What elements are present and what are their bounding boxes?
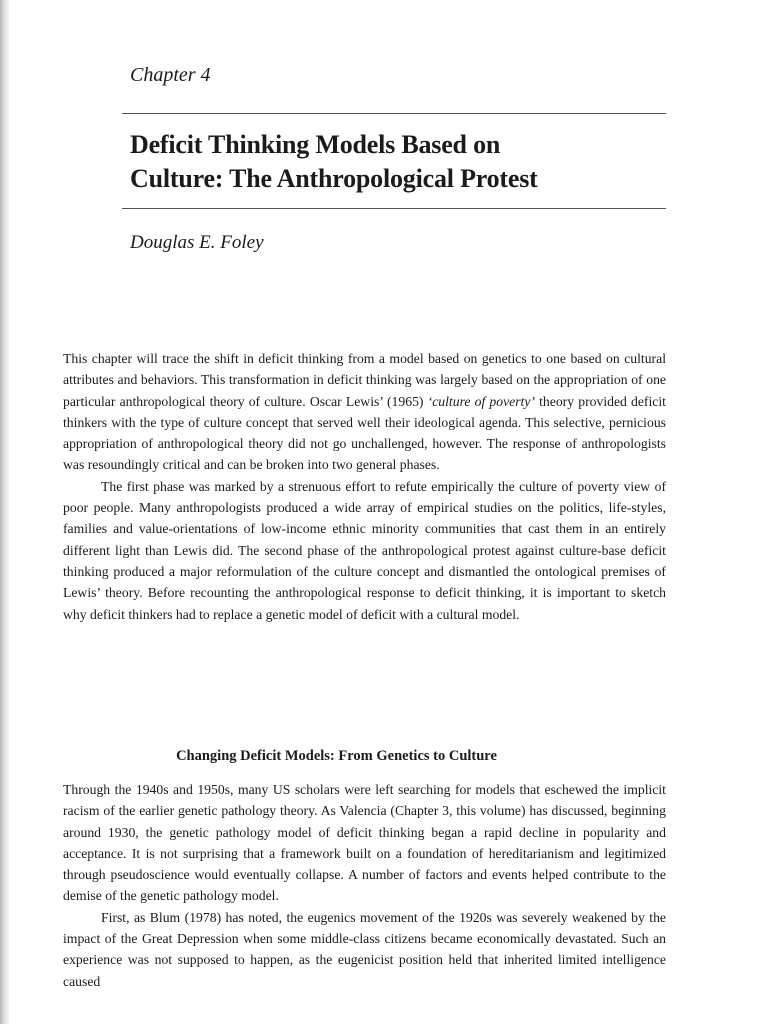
title-rule-bottom — [122, 208, 666, 209]
culture-of-poverty-term: ‘culture of poverty’ — [427, 393, 535, 409]
intro-paragraph-1-part-a: This chapter will trace the shift in deficit thinking from a model based on genetics to one based on cultural attributes and behaviors. This transformation in deficit thinking was largely based on the appropriation of one particular anthropological theory of culture. Oscar Lewis’ (1965) — [63, 351, 666, 409]
intro-paragraph-1 — [63, 348, 666, 476]
title-rule-top — [122, 113, 666, 114]
section-heading-text: Changing Deficit Models: From Genetics to Culture — [176, 748, 497, 764]
chapter-title — [130, 128, 670, 196]
intro-paragraph-2: The first phase was marked by a strenuous effort to refute empirically the culture of poverty view of poor people. Many anthropologists produced a wide array of empirical studies on the politics, life-styles, families and value-orientations of low-income ethnic minority communities that cast them in an entirely different light than Lewis did. The second phase of the anthropological protest against culture-base deficit thinking produced a major reformulation of the culture concept and dismantled the ontological premises of Lewis’ theory. Before recounting the anthropological response to deficit thinking, it is important to sketch why deficit thinkers had to replace a genetic model of deficit with a cultural model. — [63, 478, 666, 622]
intro-paragraph-1-part-b: theory provided deficit thinkers with the type of culture concept that served well their ideological agenda. This selective, pernicious appropriation of anthropological theory did not go unchallenged, however. The response of anthropologists was resoundingly critical and can be broken into two general phases. — [63, 393, 666, 473]
intro-text — [63, 348, 666, 625]
section-text — [63, 779, 666, 992]
section-heading — [63, 748, 666, 765]
chapter-title-line-1: Deficit Thinking Models Based on — [130, 130, 501, 159]
chapter-title-line-2: Culture: The Anthropological Protest — [130, 164, 538, 193]
chapter-author: Douglas E. Foley — [130, 232, 264, 253]
section-paragraph-2: First, as Blum (1978) has noted, the eugenics movement of the 1920s was severely weakened by the impact of the Great Depression when some middle-class citizens became economically devastated. Such an experience was not supposed to happen, as the eugenicist position held that inherited limited intelligence caused — [63, 909, 666, 989]
section-paragraph-1: Through the 1940s and 1950s, many US scholars were left searching for models that eschewed the implicit racism of the earlier genetic pathology theory. As Valencia (Chapter 3, this volume) has discussed, beginning around 1930, the genetic pathology model of deficit thinking began a rapid decline in popularity and acceptance. It is not surprising that a framework built on a foundation of hereditarianism and legitimized through pseudoscience would eventually collapse. A number of factors and events helped contribute to the demise of the genetic pathology model. — [63, 782, 666, 904]
chapter-label: Chapter 4 — [130, 64, 211, 86]
